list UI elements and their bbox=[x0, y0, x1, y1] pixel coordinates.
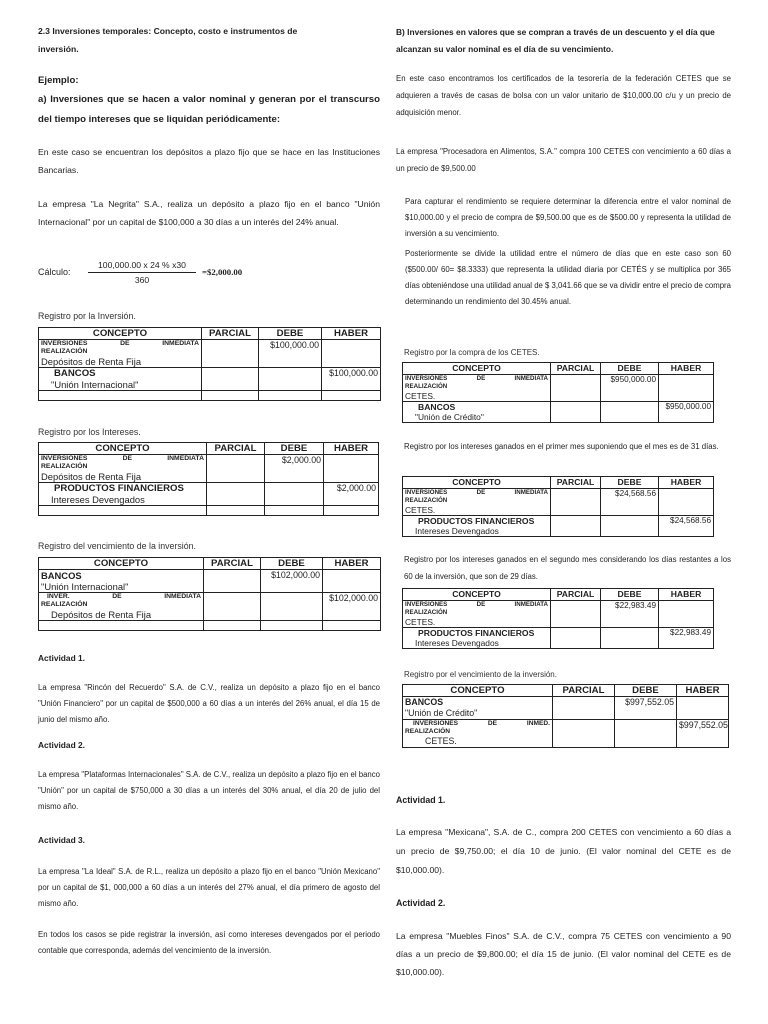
ledger-caption bbox=[404, 347, 731, 359]
debe-value: $102,000.00 bbox=[261, 570, 323, 593]
subaccount: "Unión Internacional" bbox=[51, 379, 139, 390]
example-subtitle: a) Inversiones que se hacen a valor nominal y generan por el transcurso del tiempo intereses que se liquidan periódicamente: bbox=[38, 94, 380, 125]
header-haber: HABER bbox=[323, 558, 381, 570]
account-word: INVER. bbox=[47, 593, 70, 600]
table-header-row bbox=[403, 363, 714, 375]
account-word: INVERSIONES bbox=[413, 720, 459, 727]
account-word: DE bbox=[487, 720, 498, 727]
activity-1 bbox=[396, 794, 731, 806]
debe-value: $100,000.00 bbox=[259, 340, 322, 368]
table-header-row bbox=[403, 589, 714, 601]
debe-value: $2,000.00 bbox=[265, 455, 324, 483]
account-word: DE bbox=[112, 593, 122, 600]
calculo-paragraph: Posteriormente se divide la utilidad entre el número de días que en este caso son 60 ($500.00/ 60= $8.3333) que representa la utilidad diaria por CETÉS y se multiplica por 365 días obteniéndose una utilidad anual de $ 3,041.66 que se va dividir entre el precio de compra determinando un rendimiento del 30.45% anual. bbox=[405, 249, 731, 306]
activity-1-text bbox=[396, 823, 731, 880]
closing-paragraph bbox=[38, 927, 380, 959]
paragraph bbox=[405, 246, 731, 310]
calc-numerator: 100,000.00 x 24 % x30 bbox=[88, 260, 196, 273]
header-parcial: PARCIAL bbox=[551, 589, 601, 601]
heading-line2: inversión. bbox=[38, 44, 79, 54]
account-name: PRODUCTOS FINANCIEROS bbox=[418, 516, 535, 526]
calc-denominator: 360 bbox=[134, 275, 150, 285]
calc-fraction bbox=[88, 260, 196, 285]
paragraph bbox=[396, 143, 731, 177]
haber-value: $22,983.49 bbox=[659, 628, 714, 649]
ledger-table-segundo-mes bbox=[402, 588, 714, 649]
ledger-table-primer-mes bbox=[402, 476, 714, 537]
subaccount: CETES. bbox=[425, 736, 457, 746]
table-row bbox=[39, 506, 379, 516]
table-row bbox=[39, 593, 381, 621]
account-word: INMED. bbox=[526, 720, 550, 727]
account-word: INVERSIONES bbox=[405, 489, 448, 496]
table-row bbox=[403, 601, 714, 628]
account-word: REALIZACIÓN bbox=[405, 609, 448, 616]
paragraph bbox=[38, 195, 380, 231]
table-row bbox=[39, 391, 381, 401]
header-parcial: PARCIAL bbox=[551, 477, 601, 489]
ledger-caption bbox=[404, 438, 731, 455]
account-word: REALIZACIÓN bbox=[41, 601, 88, 608]
header-haber: HABER bbox=[324, 443, 379, 455]
table-row bbox=[39, 340, 381, 368]
caption-intereses: Registro por los Intereses. bbox=[38, 427, 141, 437]
ledger-caption bbox=[404, 551, 731, 585]
caption-vencimiento: Registro por el vencimiento de la inversión. bbox=[404, 670, 557, 679]
header-concepto: CONCEPTO bbox=[403, 477, 551, 489]
haber-value: $997,552.05 bbox=[677, 720, 729, 748]
account-word: DE bbox=[120, 340, 130, 347]
account-word: DE bbox=[122, 455, 133, 462]
caption-vencimiento: Registro del vencimiento de la inversión. bbox=[38, 541, 196, 551]
heading-b: B) Inversiones en valores que se compran a través de un descuento y el día que alcanzan su valor nominal es el día de su vencimiento. bbox=[396, 27, 715, 54]
account-word: INMEDIATA bbox=[164, 593, 201, 600]
haber-value: $2,000.00 bbox=[324, 483, 379, 506]
header-concepto: CONCEPTO bbox=[39, 558, 204, 570]
header-haber: HABER bbox=[322, 328, 381, 340]
example-paragraph: La empresa "La Negrita" S.A., realiza un depósito a plazo fijo en el banco "Unión Internacional" por un capital de $100,000 a 30 días a un interés del 24% anual. bbox=[38, 199, 380, 227]
account-name: BANCOS bbox=[54, 368, 96, 379]
example-block bbox=[38, 72, 380, 130]
section-b-heading bbox=[396, 24, 731, 58]
ledger-caption bbox=[404, 669, 731, 681]
caption-compra: Registro por la compra de los CETES. bbox=[404, 348, 540, 357]
heading-line1: 2.3 Inversiones temporales: Concepto, costo e instrumentos de bbox=[38, 26, 298, 36]
ledger-caption bbox=[38, 540, 380, 552]
account-word: DE bbox=[476, 489, 486, 496]
subaccount: "Unión de Crédito" bbox=[405, 708, 478, 718]
account-word: INMEDIATA bbox=[514, 601, 548, 608]
table-row bbox=[39, 483, 379, 506]
table-row bbox=[403, 375, 714, 402]
intro-paragraph: En este caso se encuentran los depósitos a plazo fijo que se hace en las Instituciones Bancarias. bbox=[38, 147, 380, 175]
activity-2 bbox=[396, 897, 731, 909]
activity-text: La empresa "La Ideal" S.A. de R.L., realiza un depósito a plazo fijo en el banco "Unión Mexicano" por un capital de $1, 000,000 a 60 días a un interés del 27% anual, el día primero de agosto del mismo año. bbox=[38, 867, 380, 908]
table-header-row bbox=[403, 477, 714, 489]
haber-value: $950,000.00 bbox=[659, 402, 714, 423]
header-debe: DEBE bbox=[601, 477, 659, 489]
debe-value: $997,552.05 bbox=[615, 697, 677, 720]
activity-title: Actividad 1. bbox=[38, 653, 86, 663]
activity-title: Actividad 2. bbox=[38, 740, 86, 750]
header-debe: DEBE bbox=[265, 443, 324, 455]
table-row bbox=[39, 570, 381, 593]
header-parcial: PARCIAL bbox=[551, 363, 601, 375]
ledger-table-inversion bbox=[38, 327, 381, 401]
header-haber: HABER bbox=[659, 477, 714, 489]
header-debe: DEBE bbox=[615, 685, 677, 697]
debe-value: $950,000.00 bbox=[601, 375, 659, 402]
account-word: REALIZACIÓN bbox=[405, 497, 448, 504]
activity-text: La empresa "Rincón del Recuerdo" S.A. de C.V., realiza un depósito a plazo fijo en el banco "Unión Financiero" por un capital de $500,000 a 60 días a un interés del 26% anual, el día 15 de junio del mismo año. bbox=[38, 683, 380, 724]
table-row bbox=[39, 368, 381, 391]
account-word: INMEDIATA bbox=[167, 455, 204, 462]
account-word: INVERSIONES bbox=[41, 455, 88, 462]
calc-result: =$2,000.00 bbox=[202, 267, 243, 277]
ledger-table-compra bbox=[402, 362, 714, 423]
table-row bbox=[403, 489, 714, 516]
paragraph bbox=[38, 143, 380, 179]
header-parcial: PARCIAL bbox=[202, 328, 259, 340]
subaccount: Depósitos de Renta Fija bbox=[51, 609, 152, 620]
debe-value: $24,568.56 bbox=[601, 489, 659, 516]
haber-value: $100,000.00 bbox=[322, 368, 381, 391]
caption-inversion: Registro por la Inversión. bbox=[38, 311, 136, 321]
table-row bbox=[403, 697, 729, 720]
header-concepto: CONCEPTO bbox=[403, 589, 551, 601]
subaccount: Intereses Devengados bbox=[51, 494, 145, 505]
header-parcial: PARCIAL bbox=[207, 443, 265, 455]
paragraph bbox=[405, 194, 731, 242]
account-name: PRODUCTOS FINANCIEROS bbox=[418, 628, 535, 638]
table-row bbox=[39, 455, 379, 483]
ledger-caption bbox=[38, 310, 380, 322]
account-word: INVERSIONES bbox=[405, 375, 448, 382]
haber-value: $24,568.56 bbox=[659, 516, 714, 537]
account-word: DE bbox=[476, 375, 486, 382]
activity-2 bbox=[38, 739, 380, 815]
table-header-row bbox=[39, 558, 381, 570]
table-row bbox=[39, 621, 381, 631]
table-row bbox=[403, 628, 714, 649]
account-word: DE bbox=[476, 601, 486, 608]
account-word: INMEDIATA bbox=[514, 489, 548, 496]
account-word: REALIZACIÓN bbox=[405, 383, 448, 390]
haber-value: $102,000.00 bbox=[323, 593, 381, 621]
cetes-paragraph: En este caso encontramos los certificados de la tesorería de la federación CETES que se adquieren a través de casas de bolsa con un valor unitario de $10,000.00 c/u y un precio de adquisición menor. bbox=[396, 74, 731, 117]
subaccount: CETES. bbox=[405, 505, 436, 515]
activity-title: Actividad 2. bbox=[396, 898, 446, 908]
caption-primer-mes: Registro por los intereses ganados en el primer mes suponiendo que el mes es de 31 días. bbox=[404, 442, 719, 451]
header-haber: HABER bbox=[677, 685, 729, 697]
account-word: REALIZACIÓN bbox=[405, 728, 451, 735]
header-concepto: CONCEPTO bbox=[39, 328, 202, 340]
ledger-table-intereses bbox=[38, 442, 379, 516]
header-debe: DEBE bbox=[601, 589, 659, 601]
subaccount: Depósitos de Renta Fija bbox=[41, 471, 142, 482]
table-header-row bbox=[403, 685, 729, 697]
activity-3 bbox=[38, 834, 380, 912]
header-debe: DEBE bbox=[601, 363, 659, 375]
header-debe: DEBE bbox=[261, 558, 323, 570]
debe-value: $22,983.49 bbox=[601, 601, 659, 628]
account-word: REALIZACIÓN bbox=[41, 463, 88, 470]
account-name: PRODUCTOS FINANCIEROS bbox=[54, 483, 184, 494]
subaccount: CETES. bbox=[405, 391, 436, 401]
example-paragraph: La empresa "Procesadora en Alimentos, S.A." compra 100 CETES con vencimiento a 60 días a un precio de $9,500.00 bbox=[396, 147, 731, 173]
account-word: REALIZACIÓN bbox=[41, 348, 88, 355]
table-row bbox=[403, 402, 714, 423]
activity-2-text bbox=[396, 927, 731, 981]
header-haber: HABER bbox=[659, 589, 714, 601]
activity-text: La empresa "Plataformas Internacionales" S.A. de C.V., realiza un depósito a plazo fijo en el banco "Unión" por un capital de $750,000 a 30 días a un interés del 30% anual, el día 20 de julio del mismo año. bbox=[38, 770, 380, 811]
activity-text: La empresa "Mexicana", S.A. de C., compra 200 CETES con vencimiento a 60 días a un precio de $9,750.00; el día 10 de junio. (El valor nominal del CETE es de $10,000.00). bbox=[396, 827, 731, 875]
header-concepto: CONCEPTO bbox=[403, 685, 553, 697]
subaccount: Intereses Devengados bbox=[415, 638, 499, 648]
ledger-table-vencimiento bbox=[38, 557, 381, 631]
calculation bbox=[38, 258, 380, 288]
subaccount: Depósitos de Renta Fija bbox=[41, 356, 142, 367]
ledger-caption bbox=[38, 426, 380, 438]
account-name: BANCOS bbox=[41, 570, 82, 581]
account-name: BANCOS bbox=[405, 697, 444, 707]
header-concepto: CONCEPTO bbox=[403, 363, 551, 375]
activity-text: La empresa "Muebles Finos" S.A. de C.V., compra 75 CETES con vencimiento a 90 días a un precio de $9,800.00; el día 15 de junio. (El valor nominal del CETE es de $10,000.00). bbox=[396, 931, 731, 977]
subaccount: "Unión Internacional" bbox=[41, 581, 129, 592]
subaccount: Intereses Devengados bbox=[415, 526, 499, 536]
rendimiento-paragraph: Para capturar el rendimiento se requiere determinar la diferencia entre el valor nominal de $10,000.00 y el precio de compra de $9,500.00 que es de $500.00 y representa la utilidad de inversión a su vencimiento. bbox=[405, 197, 731, 238]
table-header-row bbox=[39, 443, 379, 455]
subaccount: "Unión de Crédito" bbox=[415, 412, 484, 422]
subaccount: CETES. bbox=[405, 617, 436, 627]
activity-title: Actividad 3. bbox=[38, 835, 86, 845]
header-debe: DEBE bbox=[259, 328, 322, 340]
closing-text: En todos los casos se pide registrar la inversión, así como intereses devengados por el periodo contable que corresponda, además del vencimiento de la inversión. bbox=[38, 930, 380, 955]
activity-1 bbox=[38, 652, 380, 728]
account-word: INVERSIONES bbox=[41, 340, 88, 347]
table-row bbox=[403, 516, 714, 537]
caption-segundo-mes: Registro por los intereses ganados en el segundo mes considerando los días restantes a los 60 de la inversión, que son de 29 días. bbox=[404, 555, 731, 581]
header-parcial: PARCIAL bbox=[553, 685, 615, 697]
section-heading bbox=[38, 22, 380, 58]
header-haber: HABER bbox=[659, 363, 714, 375]
account-word: INMEDIATA bbox=[162, 340, 199, 347]
paragraph bbox=[396, 70, 731, 121]
calc-label: Cálculo: bbox=[38, 267, 71, 277]
table-row bbox=[403, 720, 729, 748]
example-label: Ejemplo: bbox=[38, 75, 79, 86]
table-header-row bbox=[39, 328, 381, 340]
header-parcial: PARCIAL bbox=[204, 558, 261, 570]
account-name: BANCOS bbox=[418, 402, 456, 412]
activity-title: Actividad 1. bbox=[396, 795, 446, 805]
account-word: INMEDIATA bbox=[514, 375, 548, 382]
account-word: INVERSIONES bbox=[405, 601, 448, 608]
header-concepto: CONCEPTO bbox=[39, 443, 207, 455]
ledger-table-vencimiento-cetes bbox=[402, 684, 729, 748]
